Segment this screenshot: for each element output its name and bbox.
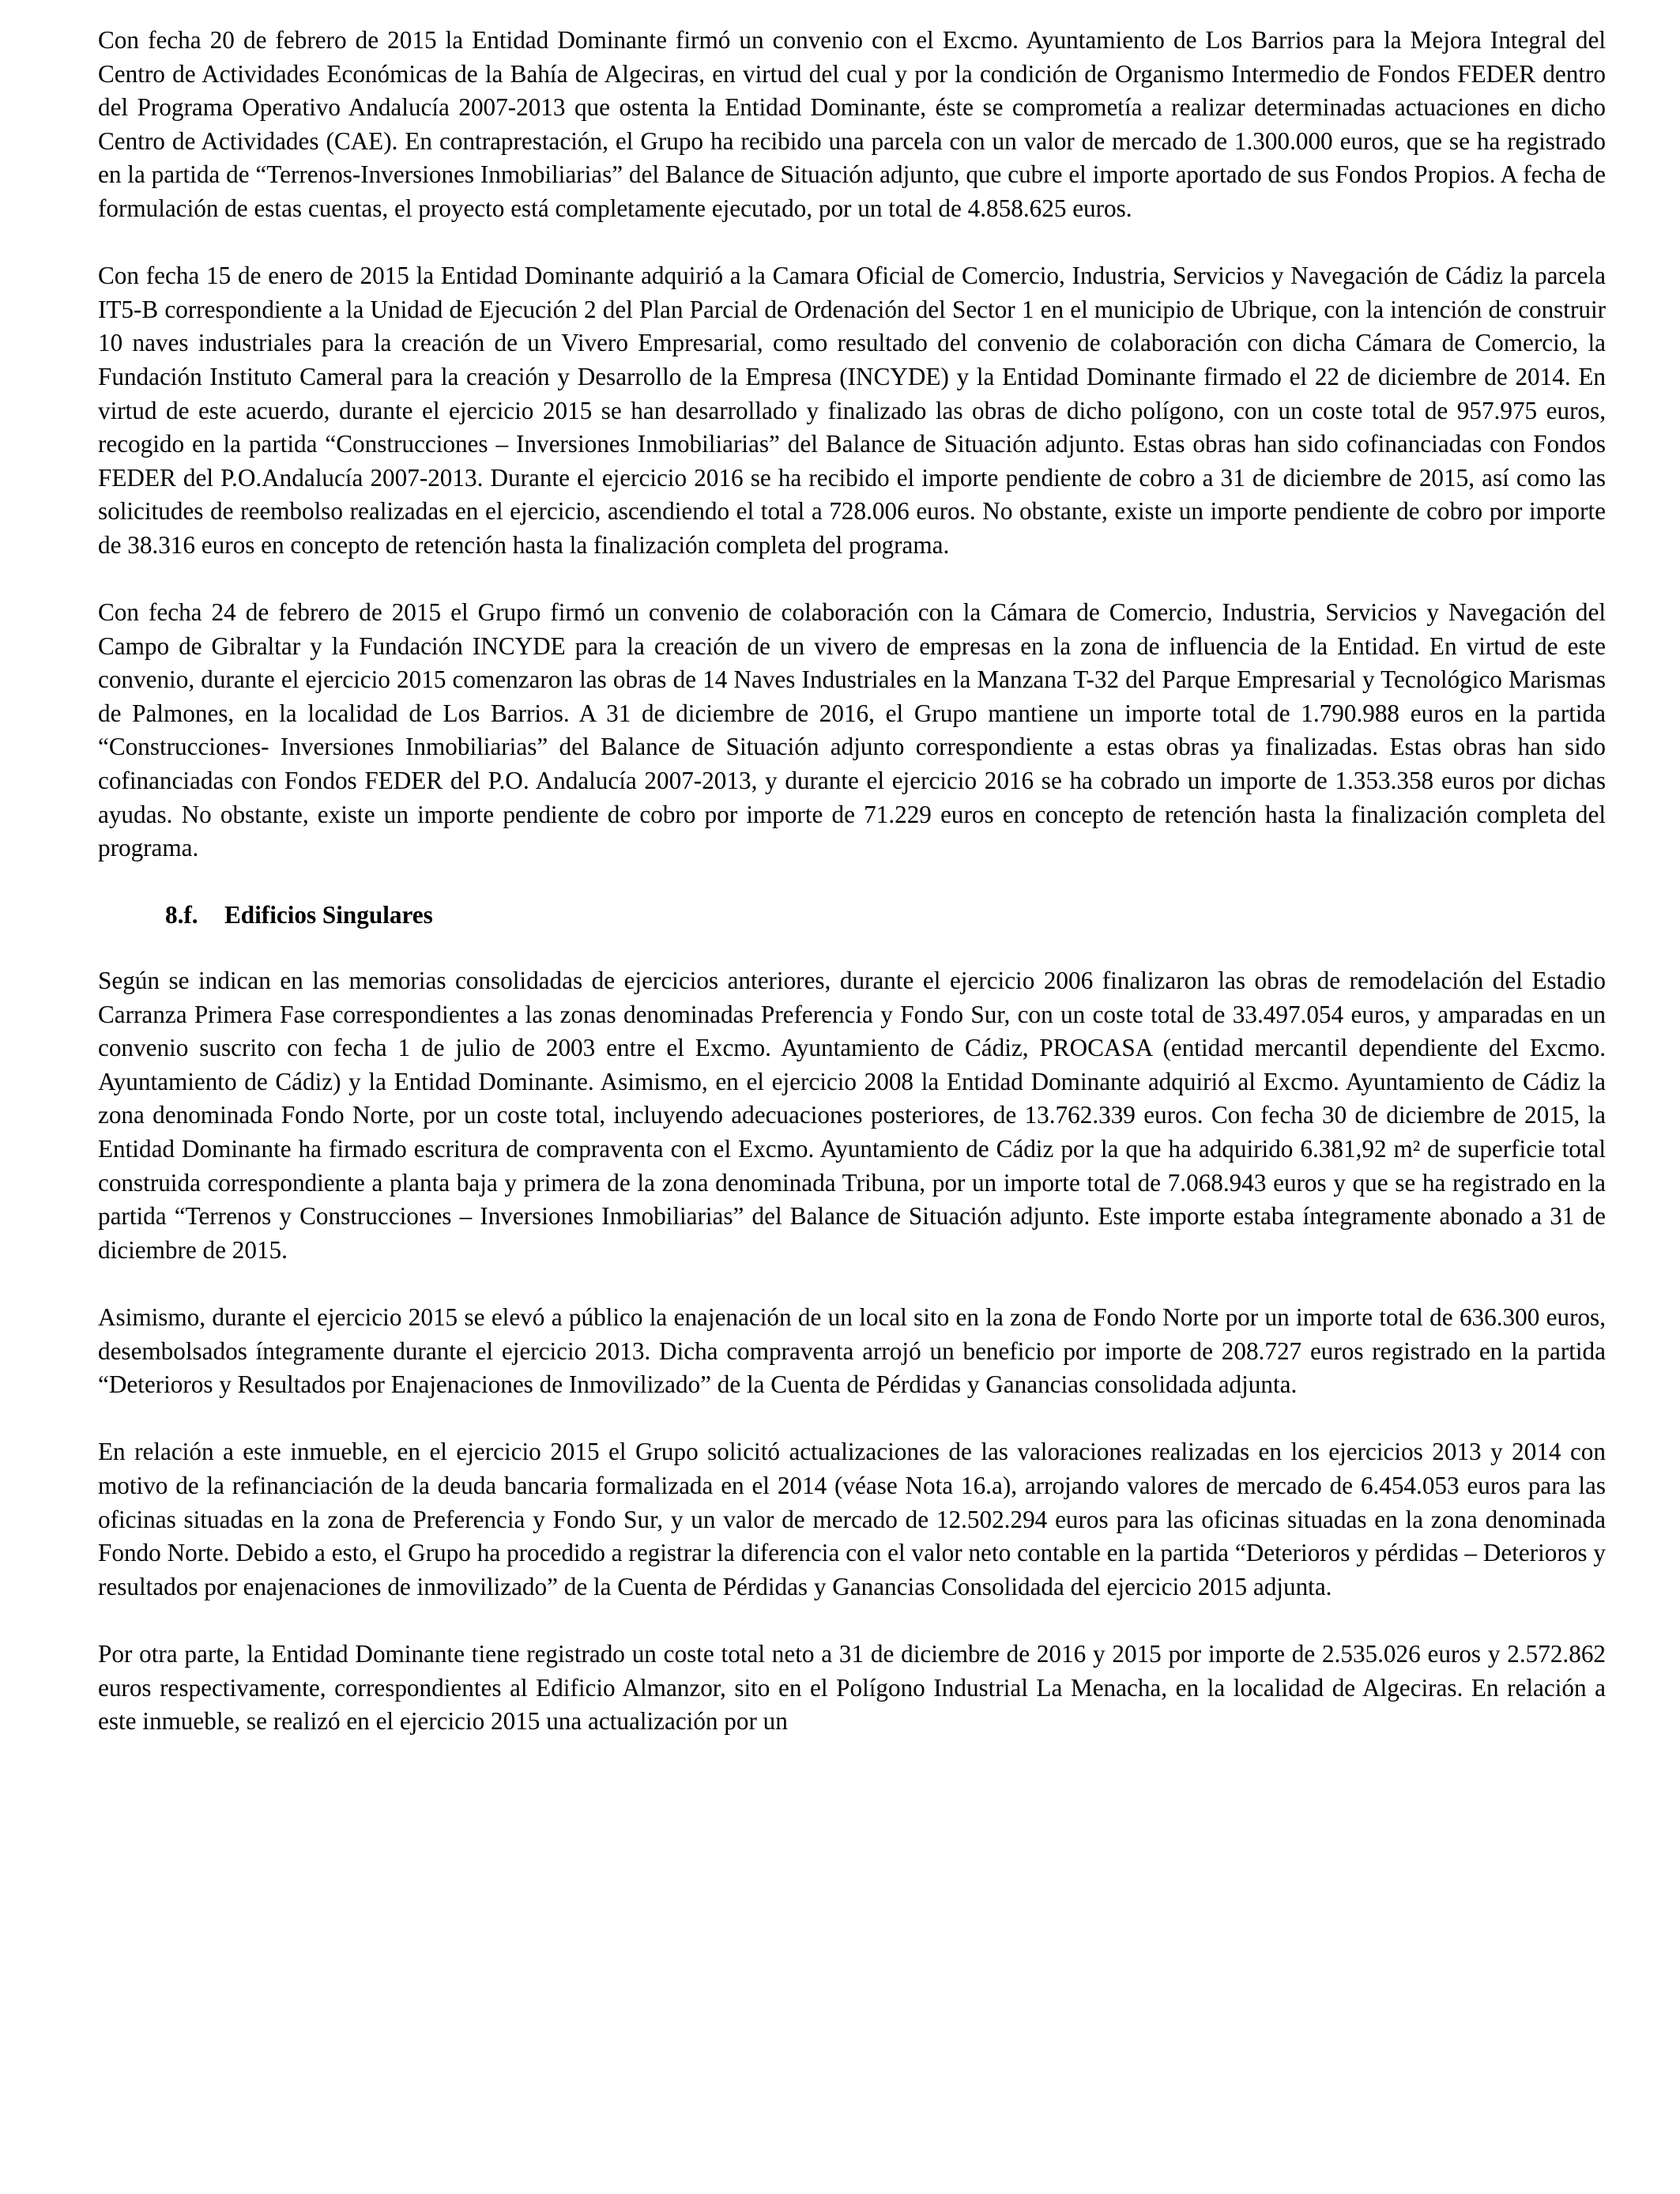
paragraph-ubrique-vivero: Con fecha 15 de enero de 2015 la Entidad Dominante adquirió a la Camara Oficial de Comercio, Industria, Servicios y Navegación de Cádiz la parcela IT5-B correspondiente a la Unidad de Ejecución 2 del Plan Parcial de Ordenación del Sector 1 en el municipio de Ubrique, con la intención de construir 10 naves industriales para la creación de un Vivero Empresarial, como resultado del convenio de colaboración con dicha Cámara de Comercio, la Fundación Instituto Cameral para la creación y Desarrollo de la Empresa (INCYDE) y la Entidad Dominante firmado el 22 de diciembre de 2014. En virtud de este acuerdo, durante el ejercicio 2015 se han desarrollado y finalizado las obras de dicho polígono, con un coste total de 957.975 euros, recogido en la partida “Construcciones – Inversiones Inmobiliarias” del Balance de Situación adjunto. Estas obras han sido cofinanciadas con Fondos FEDER del P.O.Andalucía 2007-2013. Durante el ejercicio 2016 se ha recibido el importe pendiente de cobro a 31 de diciembre de 2015, así como las solicitudes de reembolso realizadas en el ejercicio, ascendiendo el total a 728.006 euros. No obstante, existe un importe pendiente de cobro por importe de 38.316 euros en concepto de retención hasta la finalización completa del programa.: [98, 262, 1606, 559]
paragraph-edificio-almanzor: Por otra parte, la Entidad Dominante tiene registrado un coste total neto a 31 de diciembre de 2016 y 2015 por importe de 2.535.026 euros y 2.572.862 euros respectivamente, correspondientes al Edificio Almanzor, sito en el Polígono Industrial La Menacha, en la localidad de Algeciras. En relación a este inmueble, se realizó en el ejercicio 2015 una actualización por un: [98, 1639, 1606, 1736]
paragraph-palmones-naves: Con fecha 24 de febrero de 2015 el Grupo firmó un convenio de colaboración con la Cámara de Comercio, Industria, Servicios y Navegación del Campo de Gibraltar y la Fundación INCYDE para la creación de un vivero de empresas en la zona de influencia de la Entidad. En virtud de este convenio, durante el ejercicio 2015 comenzaron las obras de 14 Naves Industriales en la Manzana T-32 del Parque Empresarial y Tecnológico Marismas de Palmones, en la localidad de Los Barrios. A 31 de diciembre de 2016, el Grupo mantiene un importe total de 1.790.988 euros en la partida “Construcciones- Inversiones Inmobiliarias” del Balance de Situación adjunto correspondiente a estas obras ya finalizadas. Estas obras han sido cofinanciadas con Fondos FEDER del P.O. Andalucía 2007-2013, y durante el ejercicio 2016 se ha cobrado un importe de 1.353.358 euros por dichas ayudas. No obstante, existe un importe pendiente de cobro por importe de 71.229 euros en concepto de retención hasta la finalización completa del programa.: [98, 598, 1606, 862]
section-title: Edificios Singulares: [224, 901, 433, 929]
paragraph-enajenacion-local: Asimismo, durante el ejercicio 2015 se elevó a público la enajenación de un local sito en la zona de Fondo Norte por un importe total de 636.300 euros, desembolsados íntegramente durante el ejercicio 2013. Dicha compraventa arrojó un beneficio por importe de 208.727 euros registrado en la partida “Deterioros y Resultados por Enajenaciones de Inmovilizado” de la Cuenta de Pérdidas y Ganancias consolidada adjunta.: [98, 1302, 1606, 1399]
section-number: 8.f.: [165, 901, 198, 929]
paragraph-valoraciones: En relación a este inmueble, en el ejercicio 2015 el Grupo solicitó actualizaciones de las valoraciones realizadas en los ejercicios 2013 y 2014 con motivo de la refinanciación de la deuda bancaria formalizada en el 2014 (véase Nota 16.a), arrojando valores de mercado de 6.454.053 euros para las oficinas situadas en la zona de Preferencia y Fondo Sur, y un valor de mercado de 12.502.294 euros para las oficinas situadas en la zona denominada Fondo Norte. Debido a esto, el Grupo ha procedido a registrar la diferencia con el valor neto contable en la partida “Deterioros y pérdidas – Deterioros y resultados por enajenaciones de inmovilizado” de la Cuenta de Pérdidas y Ganancias Consolidada del ejercicio 2015 adjunta.: [98, 1438, 1606, 1600]
paragraph-estadio-carranza: Según se indican en las memorias consolidadas de ejercicios anteriores, durante el ejercicio 2006 finalizaron las obras de remodelación del Estadio Carranza Primera Fase correspondientes a las zonas denominadas Preferencia y Fondo Sur, con un coste total de 33.497.054 euros, y amparadas en un convenio suscrito con fecha 1 de julio de 2003 entre el Excmo. Ayuntamiento de Cádiz, PROCASA (entidad mercantil dependiente del Excmo. Ayuntamiento de Cádiz) y la Entidad Dominante. Asimismo, en el ejercicio 2008 la Entidad Dominante adquirió al Excmo. Ayuntamiento de Cádiz la zona denominada Fondo Norte, por un coste total, incluyendo adecuaciones posteriores, de 13.762.339 euros. Con fecha 30 de diciembre de 2015, la Entidad Dominante ha firmado escritura de compraventa con el Excmo. Ayuntamiento de Cádiz por la que ha adquirido 6.381,92 m² de superficie total construida correspondiente a planta baja y primera de la zona denominada Tribuna, por un importe total de 7.068.943 euros y que se ha registrado en la partida “Terrenos y Construcciones – Inversiones Inmobiliarias” del Balance de Situación adjunto. Este importe estaba íntegramente abonado a 31 de diciembre de 2015.: [98, 967, 1606, 1264]
paragraph-cae-los-barrios: Con fecha 20 de febrero de 2015 la Entidad Dominante firmó un convenio con el Excmo. Ayuntamiento de Los Barrios para la Mejora Integral del Centro de Actividades Económicas de la Bahía de Algeciras, en virtud del cual y por la condición de Organismo Intermedio de Fondos FEDER dentro del Programa Operativo Andalucía 2007-2013 que ostenta la Entidad Dominante, éste se comprometía a realizar determinadas actuaciones en dicho Centro de Actividades (CAE). En contraprestación, el Grupo ha recibido una parcela con un valor de mercado de 1.300.000 euros, que se ha registrado en la partida de “Terrenos-Inversiones Inmobiliarias” del Balance de Situación adjunto, que cubre el importe aportado de sus Fondos Propios. A fecha de formulación de estas cuentas, el proyecto está completamente ejecutado, por un total de 4.858.625 euros.: [98, 26, 1606, 222]
section-heading: [165, 899, 1606, 933]
document-page: [98, 24, 1606, 1772]
